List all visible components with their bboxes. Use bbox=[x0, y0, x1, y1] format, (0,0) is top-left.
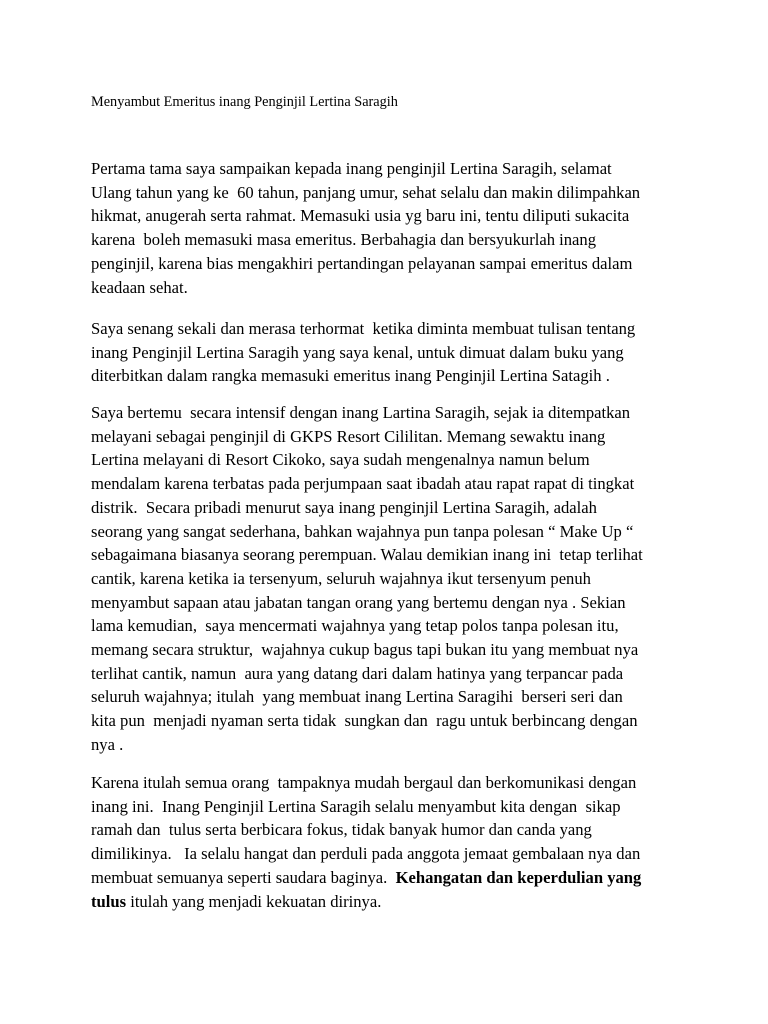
text-line: Lertina melayani di Resort Cikoko, saya sudah mengenalnya namun belum bbox=[91, 450, 590, 470]
text-line: Karena itulah semua orang tampaknya mudah bergaul dan berkomunikasi dengan bbox=[91, 773, 637, 792]
text-line: mendalam karena terbatas pada perjumpaan saat ibadah atau rapat rapat di tingkat bbox=[91, 474, 635, 494]
text-line: Pertama tama saya sampaikan kepada inang penginjil Lertina Saragih, selamat bbox=[91, 159, 612, 178]
text-line: distrik. Secara pribadi menurut saya inang penginjil Lertina Saragih, adalah bbox=[91, 497, 597, 517]
bold-text: tulus bbox=[91, 891, 127, 911]
text-line: seorang yang sangat sederhana, bahkan wajahnya pun tanpa polesan “ Make Up “ bbox=[91, 521, 634, 541]
text-line: inang ini. Inang Penginjil Lertina Saragih selalu menyambut kita dengan sikap bbox=[91, 796, 621, 816]
text-line: nya . bbox=[91, 734, 124, 754]
normal-text: membuat semuanya seperti saudara baginya. bbox=[91, 867, 396, 887]
paragraph-2 bbox=[91, 317, 711, 388]
text-line: penginjil, karena bias mengakhiri pertandingan pelayanan sampai emeritus dalam bbox=[91, 253, 633, 273]
text-line: diterbitkan dalam rangka memasuki emeritus inang Penginjil Lertina Satagih . bbox=[91, 366, 610, 386]
text-line: inang Penginjil Lertina Saragih yang saya kenal, untuk dimuat dalam buku yang bbox=[91, 342, 624, 362]
text-line: memang secara struktur, wajahnya cukup bagus tapi bukan itu yang membuat nya bbox=[91, 640, 639, 660]
paragraph-4 bbox=[91, 771, 711, 913]
document-title: Menyambut Emeritus inang Penginjil Lertina Saragih bbox=[91, 94, 398, 110]
text-line: seluruh wajahnya; itulah yang membuat inang Lertina Saragihi berseri seri dan bbox=[91, 687, 623, 707]
paragraph-3 bbox=[91, 401, 711, 757]
text-line-mixed bbox=[91, 890, 711, 914]
text-line: dimilikinya. Ia selalu hangat dan perduli pada anggota jemaat gembalaan nya dan bbox=[91, 844, 641, 864]
text-line: sebagaimana biasanya seorang perempuan. Walau demikian inang ini tetap terlihat bbox=[91, 545, 643, 565]
normal-text: itulah yang menjadi kekuatan dirinya. bbox=[126, 891, 382, 911]
text-line: kita pun menjadi nyaman serta tidak sungkan dan ragu untuk berbincang dengan bbox=[91, 711, 638, 731]
text-line: karena boleh memasuki masa emeritus. Berbahagia dan bersyukurlah inang bbox=[91, 230, 597, 250]
text-line: keadaan sehat. bbox=[91, 277, 188, 297]
bold-text: Kehangatan dan keperdulian yang bbox=[395, 867, 642, 887]
text-line: lama kemudian, saya mencermati wajahnya yang tetap polos tanpa polesan itu, bbox=[91, 616, 619, 636]
text-line: menyambut sapaan atau jabatan tangan orang yang bertemu dengan nya . Sekian bbox=[91, 592, 626, 612]
text-line: terlihat cantik, namun aura yang datang dari dalam hatinya yang terpancar pada bbox=[91, 663, 624, 683]
text-line: hikmat, anugerah serta rahmat. Memasuki usia yg baru ini, tentu diliputi sukacita bbox=[91, 206, 630, 226]
text-line: Saya senang sekali dan merasa terhormat ketika diminta membuat tulisan tentang bbox=[91, 319, 636, 338]
text-line: melayani sebagai penginjil di GKPS Resort Cililitan. Memang sewaktu inang bbox=[91, 426, 606, 446]
text-line: ramah dan tulus serta berbicara fokus, tidak banyak humor dan canda yang bbox=[91, 820, 592, 840]
text-line: Ulang tahun yang ke 60 tahun, panjang umur, sehat selalu dan makin dilimpahkan bbox=[91, 182, 641, 202]
text-line: cantik, karena ketika ia tersenyum, seluruh wajahnya ikut tersenyum penuh bbox=[91, 568, 591, 588]
text-line: Saya bertemu secara intensif dengan inang Lartina Saragih, sejak ia ditempatkan bbox=[91, 403, 631, 422]
paragraph-1 bbox=[91, 157, 711, 299]
text-line-mixed bbox=[91, 866, 711, 890]
